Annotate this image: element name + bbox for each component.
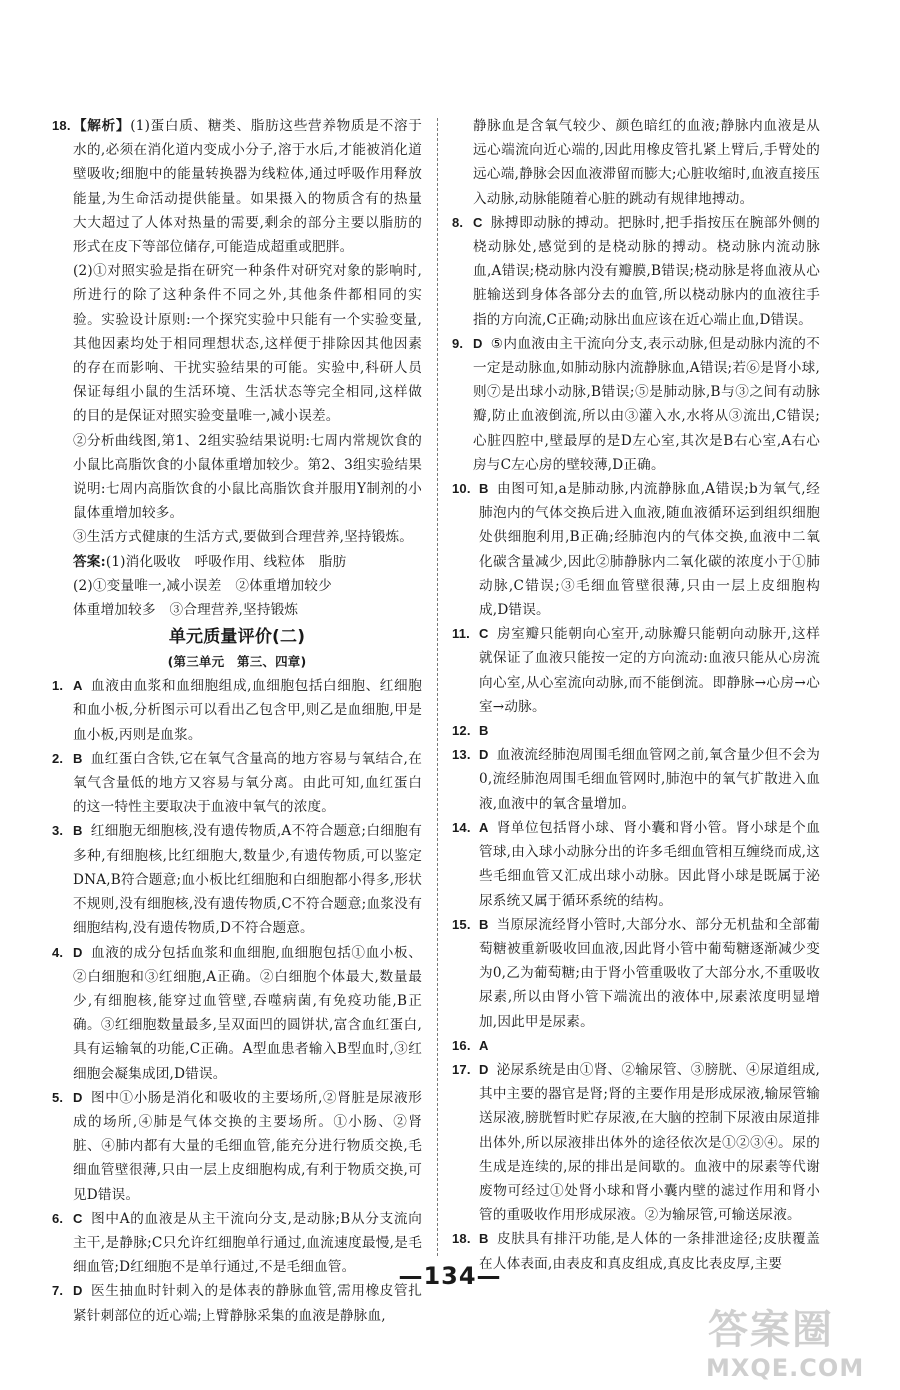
answer-letter: D (479, 1061, 489, 1077)
answer-letter: A (479, 1037, 489, 1053)
answer-item-4: 4. D 血液的成分包括血浆和血细胞,血细胞包括①血小板、②白细胞和③红细胞,A正确。②白细胞个体最大,数量最少,有细胞核,能穿过血管壁,吞噬病菌,有免疫功能,B正确。③红细胞数量最多,呈双面凹的圆饼状,富含血红蛋白,具有运输氧的功能,C正确。A型血患者输入B型血时,③红细胞会凝集成团,D错误。 (52, 944, 422, 1082)
answer-18-prev (52, 114, 422, 259)
section-title: 单元质量评价(二) (168, 627, 306, 648)
answer-text: 医生抽血时针刺入的是体表的静脉血管,需用橡皮管扎紧针刺部位的近心端;上臂静脉采集的血液是静脉血, (73, 1283, 422, 1324)
answer-item-13: 13. D 血液流经肺泡周围毛细血管网之前,氧含量少但不会为0,流经肺泡周围毛细血管网时,肺泡中的氧气扩散进入血液,血液中的氧含量增加。 (452, 747, 820, 812)
answer-item-14: 14. A 肾单位包括肾小球、肾小囊和肾小管。肾小球是个血管球,由入球小动脉分出的许多毛细血管相互缠绕而成,这些毛细血管又汇成出球小动脉。因此肾小球是既属于泌尿系统又属于循环系统的结构。 (452, 819, 820, 909)
answer-text: 肾单位包括肾小球、肾小囊和肾小管。肾小球是个血管球,由入球小动脉分出的许多毛细血管相互缠绕而成,这些毛细血管又汇成出球小动脉。因此肾小球是既属于泌尿系统又属于循环系统的结构。 (479, 819, 820, 909)
answer-text: 由图可知,a是肺动脉,内流静脉血,A错误;b为氧气,经肺泡内的气体交换后进入血液,随血液循环运到组织细胞处供细胞利用,B正确;经肺泡内的气体交换,血液中二氧化碳含量减少,因此②肺静脉内二氧化碳的浓度小于①肺动脉,C错误;③毛细血管壁很薄,只由一层上皮细胞构成,D错误。 (479, 481, 820, 619)
answer-line-1: 答案:(1)消化吸收 呼吸作用、线粒体 脂肪 (73, 553, 347, 570)
item-number: 18. (52, 118, 71, 133)
answer-text: 皮肤具有排汗功能,是人体的一条排泄途径;皮肤覆盖在人体表面,由表皮和真皮组成,真皮比表皮厚,主要 (479, 1231, 820, 1272)
answer-7-continued: 静脉血是含氧气较少、颜色暗红的血液;静脉内血液是从远心端流向近心端的,因此用橡皮管扎紧上臂后,手臂处的远心端,静脉会因血液滞留而膨大;心脏收缩时,血液直接压入动脉,动脉能随着心脏的跳动有规律地搏动。 (473, 118, 820, 207)
column-divider (437, 118, 438, 1256)
answer-text: 当原尿流经肾小管时,大部分水、部分无机盐和全部葡萄糖被重新吸收回血液,因此肾小管中葡萄糖逐渐减少变为0,乙为葡萄糖;由于肾小管重吸收了大部分水,不重吸收尿素,所以由肾小管下端流出的液体中,尿素浓度明显增加,因此甲是尿素。 (479, 916, 820, 1030)
answer-item-16: 16. A (452, 1037, 489, 1053)
page-number: —134— (398, 1262, 502, 1290)
watermark-glyphs: 答案圈 (708, 1307, 834, 1353)
answer-item-18: 18. B 皮肤具有排汗功能,是人体的一条排泄途径;皮肤覆盖在人体表面,由表皮和真皮组成,真皮比表皮厚,主要 (452, 1231, 820, 1272)
right-column (452, 114, 820, 1276)
answer-letter: D (479, 747, 489, 763)
answer-item-15: 15. B 当原尿流经肾小管时,大部分水、部分无机盐和全部葡萄糖被重新吸收回血液,因此肾小管中葡萄糖逐渐减少变为0,乙为葡萄糖;由于肾小管重吸收了大部分水,不重吸收尿素,所以由肾小管下端流出的液体中,尿素浓度明显增加,因此甲是尿素。 (452, 916, 820, 1030)
analysis-label: 【解析】 (73, 118, 131, 134)
left-column (52, 114, 422, 1328)
analysis-part3: ②分析曲线图,第1、2组实验结果说明:七周内常规饮食的小鼠比高脂饮食的小鼠体重增加较少。第2、3组实验结果说明:七周内高脂饮食的小鼠比高脂饮食并服用Y制剂的小鼠体重增加较多。 (73, 432, 422, 522)
answer-letter: C (479, 626, 489, 642)
answer-text: 图中①小肠是消化和吸收的主要场所,②肾脏是尿液形成的场所,④肺是气体交换的主要场所。①小肠、②肾脏、④肺内都有大量的毛细血管,能充分进行物质交换,毛细血管壁很薄,只由一层上皮细胞构成,有利于物质交换,可见D错误。 (73, 1089, 422, 1203)
answer-item-1: 1. A 血液由血浆和血细胞组成,血细胞包括白细胞、红细胞和血小板,分析图示可以看出乙包含甲,则乙是血细胞,甲是血小板,丙则是血浆。 (52, 678, 422, 743)
answer-text: 血液由血浆和血细胞组成,血细胞包括白细胞、红细胞和血小板,分析图示可以看出乙包含甲,则乙是血细胞,甲是血小板,丙则是血浆。 (73, 678, 422, 743)
answer-text: 血液的成分包括血浆和血细胞,血细胞包括①血小板、②白细胞和③红细胞,A正确。②白细胞个体最大,数量最少,有细胞核,能穿过血管壁,吞噬病菌,有免疫功能,B正确。③红细胞数量最多,呈双面凹的圆饼状,富含血红蛋白,具有运输氧的功能,C正确。A型血患者输入B型血时,③红细胞会凝集成团,D错误。 (73, 944, 422, 1082)
answer-letter: A (73, 678, 83, 694)
answer-item-10: 10. B 由图可知,a是肺动脉,内流静脉血,A错误;b为氧气,经肺泡内的气体交换后进入血液,随血液循环运到组织细胞处供细胞利用,B正确;经肺泡内的气体交换,血液中二氧化碳含量减少,因此②肺静脉内二氧化碳的浓度小于①肺动脉,C错误;③毛细血管壁很薄,只由一层上皮细胞构成,D错误。 (452, 481, 820, 619)
answer-letter: B (73, 750, 83, 766)
answer-letter: D (73, 1283, 83, 1299)
answer-letter: C (473, 214, 483, 230)
answer-line-3: 体重增加较多 ③合理营养,坚持锻炼 (73, 602, 299, 619)
answer-item-2: 2. B 血红蛋白含铁,它在氧气含量高的地方容易与氧结合,在氧气含量低的地方又容易与氧分离。由此可知,血红蛋白的这一特性主要取决于血液中氧气的浓度。 (52, 750, 422, 816)
section-subtitle: (第三单元 第三、四章) (167, 654, 307, 670)
answer-item-8: 8. C 脉搏即动脉的搏动。把脉时,把手指按压在腕部外侧的桡动脉处,感觉到的是桡动脉的搏动。桡动脉内流动脉血,A错误;桡动脉内没有瓣膜,B错误;桡动脉是将血液从心脏输送到身体各部分去的血管,所以桡动脉内的血液往手指的方向流,C正确;动脉出血应该在近心端止血,D错误。 (452, 214, 820, 328)
answer-letter: B (479, 1231, 489, 1247)
answer-item-3: 3. B 红细胞无细胞核,没有遗传物质,A不符合题意;白细胞有多种,有细胞核,比红细胞大,数量少,有遗传物质,可以鉴定DNA,B符合题意;血小板比红细胞和白细胞都小得多,形状不规则,没有细胞核,没有遗传物质,C不符合题意;血浆没有细胞结构,没有遗传物质,D不符合题意。 (52, 823, 422, 937)
answer-item-6: 6. C 图中A的血液是从主干流向分支,是动脉;B从分支流向主干,是静脉;C只允许红细胞单行通过,血流速度最慢,是毛细血管;D红细胞不是单行通过,不是毛细血管。 (52, 1210, 422, 1276)
answer-letter: D (473, 335, 483, 351)
answer-label: 答案: (73, 553, 106, 570)
watermark-url: MXQE.COM (706, 1354, 865, 1382)
answer-item-12: 12. B (452, 723, 489, 739)
answer-text: 图中A的血液是从主干流向分支,是动脉;B从分支流向主干,是静脉;C只允许红细胞单行通过,血流速度最慢,是毛细血管;D红细胞不是单行通过,不是毛细血管。 (73, 1210, 422, 1276)
answer-item-11: 11. C 房室瓣只能朝向心室开,动脉瓣只能朝向动脉开,这样就保证了血液只能按一定的方向流动:血液只能从心房流向心室,从心室流向动脉,而不能倒流。即静脉→心房→心室→动脉。 (452, 626, 820, 715)
answer-text: 血红蛋白含铁,它在氧气含量高的地方容易与氧结合,在氧气含量低的地方又容易与氧分离。由此可知,血红蛋白的这一特性主要取决于血液中氧气的浓度。 (73, 750, 422, 816)
answer-letter: D (73, 944, 83, 960)
answer-text: 房室瓣只能朝向心室开,动脉瓣只能朝向动脉开,这样就保证了血液只能按一定的方向流动:血液只能从心房流向心室,从心室流向动脉,而不能倒流。即静脉→心房→心室→动脉。 (479, 626, 820, 715)
answer-letter: B (479, 916, 489, 932)
answer-letter: A (479, 819, 489, 835)
answer-item-17: 17. D 泌尿系统是由①肾、②输尿管、③膀胱、④尿道组成,其中主要的器官是肾;肾的主要作用是形成尿液,输尿管输送尿液,膀胱暂时贮存尿液,在大脑的控制下尿液由尿道排出体外,所以尿液排出体外的途径依次是①②③④。尿的生成是连续的,尿的排出是间歇的。血液中的尿素等代谢废物可经过①处肾小球和肾小囊内壁的滤过作用和肾小管的重吸收作用形成尿液。②为输尿管,可输送尿液。 (452, 1061, 820, 1224)
answer-letter: D (73, 1089, 83, 1105)
answer-letter: B (479, 723, 489, 739)
answer-letter: B (73, 823, 83, 839)
answer-text: 红细胞无细胞核,没有遗传物质,A不符合题意;白细胞有多种,有细胞核,比红细胞大,数量少,有遗传物质,可以鉴定DNA,B符合题意;血小板比红细胞和白细胞都小得多,形状不规则,没有细胞核,没有遗传物质,C不符合题意;血浆没有细胞结构,没有遗传物质,D不符合题意。 (73, 823, 422, 937)
answer-text: 泌尿系统是由①肾、②输尿管、③膀胱、④尿道组成,其中主要的器官是肾;肾的主要作用是形成尿液,输尿管输送尿液,膀胱暂时贮存尿液,在大脑的控制下尿液由尿道排出体外,所以尿液排出体外的途径依次是①②③④。尿的生成是连续的,尿的排出是间歇的。血液中的尿素等代谢废物可经过①处肾小球和肾小囊内壁的滤过作用和肾小管的重吸收作用形成尿液。②为输尿管,可输送尿液。 (479, 1061, 820, 1224)
answer-text: ⑤内血液由主干流向分支,表示动脉,但是动脉内流的不一定是动脉血,如肺动脉内流静脉血,A错误;若⑥是肾小球,则⑦是出球小动脉,B错误;⑤是肺动脉,B与③之间有动脉瓣,防止血液倒流,所以由③灌入水,水将从③流出,C错误;心脏四腔中,壁最厚的是D左心室,其次是B右心室,A右心房与C左心房的壁较薄,D正确。 (473, 335, 820, 473)
answer-text: 脉搏即动脉的搏动。把脉时,把手指按压在腕部外侧的桡动脉处,感觉到的是桡动脉的搏动。桡动脉内流动脉血,A错误;桡动脉内没有瓣膜,B错误;桡动脉是将血液从心脏输送到身体各部分去的血管,所以桡动脉内的血液往手指的方向流,C正确;动脉出血应该在近心端止血,D错误。 (473, 214, 820, 328)
answer-letter: C (73, 1210, 83, 1226)
answer-text: 血液流经肺泡周围毛细血管网之前,氧含量少但不会为0,流经肺泡周围毛细血管网时,肺泡中的氧气扩散进入血液,血液中的氧含量增加。 (479, 747, 820, 812)
analysis-part1: (1)蛋白质、糖类、脂肪这些营养物质是不溶于水的,必须在消化道内变成小分子,溶于水后,才能被消化道壁吸收;细胞中的能量转换器为线粒体,通过呼吸作用释放能量,为生命活动提供能量。如果摄入的物质含有的热量大大超过了人体对热量的需要,剩余的部分主要以脂肪的形式在皮下等部位储存,可能造成超重或肥胖。 (73, 118, 422, 256)
analysis-part2: (2)①对照实验是指在研究一种条件对研究对象的影响时,所进行的除了这种条件不同之外,其他条件都相同的实验。实验设计原则:一个探究实验中只能有一个实验变量,其他因素均处于相同理想状态,这样便于排除因其他因素的存在而影响、干扰实验结果的可能。实验中,科研人员保证每组小鼠的生活环境、生活状态等完全相同,这样做的目的是保证对照实验变量唯一,减小误差。 (73, 263, 422, 425)
watermark-logo (700, 1298, 900, 1390)
answer-line-2: (2)①变量唯一,减小误差 ②体重增加较少 (73, 577, 332, 594)
answer-item-7: 7. D 医生抽血时针刺入的是体表的静脉血管,需用橡皮管扎紧针刺部位的近心端;上臂静脉采集的血液是静脉血, (52, 1283, 422, 1324)
answer-letter: B (479, 481, 489, 497)
answer-item-5: 5. D 图中①小肠是消化和吸收的主要场所,②肾脏是尿液形成的场所,④肺是气体交换的主要场所。①小肠、②肾脏、④肺内都有大量的毛细血管,能充分进行物质交换,毛细血管壁很薄,只由一层上皮细胞构成,有利于物质交换,可见D错误。 (52, 1089, 422, 1203)
analysis-part4: ③生活方式健康的生活方式,要做到合理营养,坚持锻炼。 (73, 529, 414, 546)
answer-item-9: 9. D ⑤内血液由主干流向分支,表示动脉,但是动脉内流的不一定是动脉血,如肺动脉内流静脉血,A错误;若⑥是肾小球,则⑦是出球小动脉,B错误;⑤是肺动脉,B与③之间有动脉瓣,防止血液倒流,所以由③灌入水,水将从③流出,C错误;心脏四腔中,壁最厚的是D左心室,其次是B右心室,A右心房与C左心房的壁较薄,D正确。 (452, 335, 820, 473)
